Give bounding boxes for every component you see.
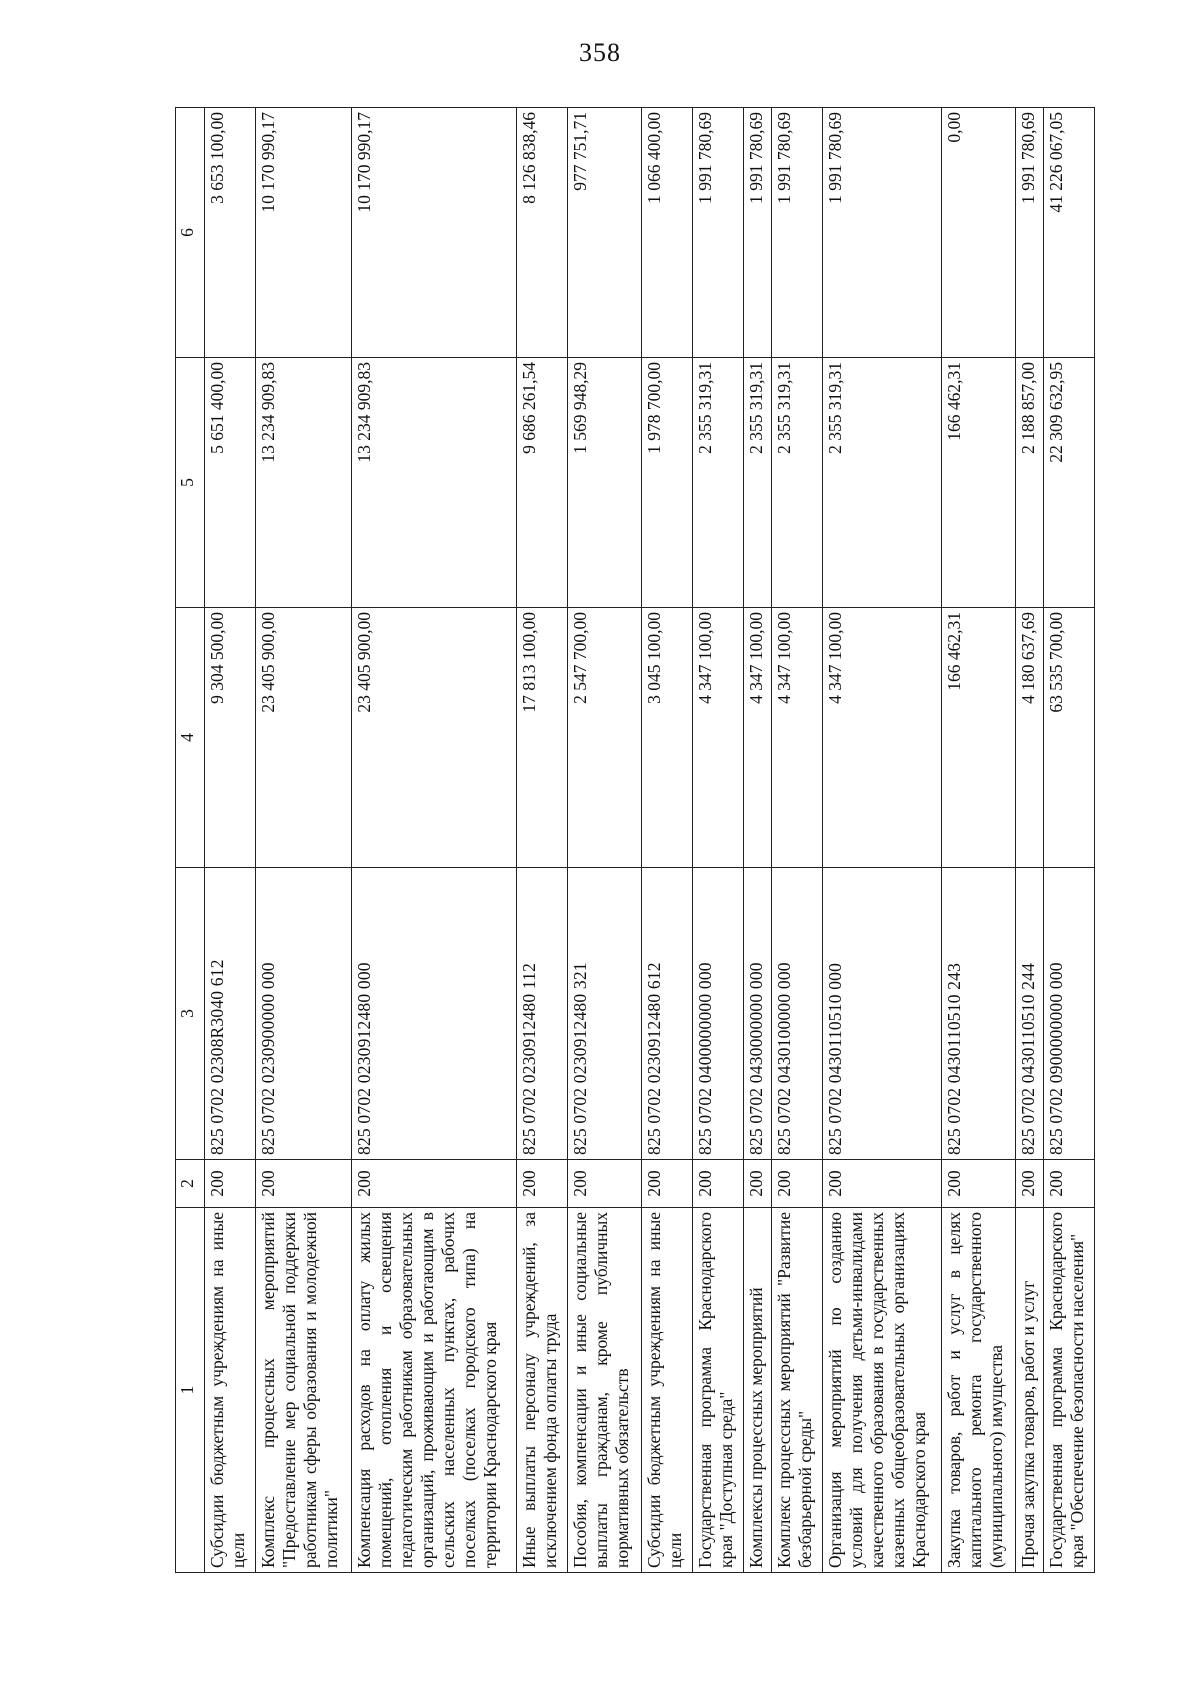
row-col4: 17 813 100,00 <box>517 608 568 868</box>
row-col6: 10 170 990,17 <box>352 108 517 358</box>
rotated-table-wrapper <box>175 108 1095 1573</box>
row-col6: 1 991 780,69 <box>692 108 743 358</box>
row-col6: 1 991 780,69 <box>771 108 822 358</box>
table-row <box>1015 108 1043 1573</box>
header-row <box>176 108 205 1573</box>
row-col2: 200 <box>771 1160 822 1208</box>
row-col5: 5 651 400,00 <box>205 358 256 608</box>
row-col6: 8 126 838,46 <box>517 108 568 358</box>
row-name: Закупка товаров, работ и услуг в целях капитального ремонта государственного (муниципального) имущества <box>942 1208 1016 1573</box>
row-col4: 4 347 100,00 <box>771 608 822 868</box>
row-code: 825 0702 0430110510 243 <box>942 868 1016 1160</box>
row-col4: 4 347 100,00 <box>822 608 941 868</box>
row-col4: 2 547 700,00 <box>568 608 642 868</box>
row-name: Субсидии бюджетным учреждениям на иные цели <box>641 1208 692 1573</box>
table-header <box>176 108 205 1573</box>
row-col2: 200 <box>692 1160 743 1208</box>
row-col2: 200 <box>1043 1160 1094 1208</box>
table-body <box>205 108 1095 1573</box>
page-number: 358 <box>579 38 621 67</box>
row-col2: 200 <box>568 1160 642 1208</box>
row-col4: 4 180 637,69 <box>1015 608 1043 868</box>
row-name: Комплекс процессных мероприятий "Предоставление мер социальной поддержки работникам сферы образования и молодежной политики" <box>255 1208 351 1573</box>
row-code: 825 0702 0230912480 321 <box>568 868 642 1160</box>
row-col2: 200 <box>1015 1160 1043 1208</box>
row-col6: 977 751,71 <box>568 108 642 358</box>
row-col6: 3 653 100,00 <box>205 108 256 358</box>
row-name: Организация мероприятий по созданию условий для получения детьми-инвалидами качественного образования в государственных казенных общеобразовательных организациях Краснодарского края <box>822 1208 941 1573</box>
table-row <box>1043 108 1094 1573</box>
row-col5: 13 234 909,83 <box>352 358 517 608</box>
row-code: 825 0702 0430110510 244 <box>1015 868 1043 1160</box>
row-col2: 200 <box>822 1160 941 1208</box>
row-name: Субсидии бюджетным учреждениям на иные цели <box>205 1208 256 1573</box>
row-col5: 13 234 909,83 <box>255 358 351 608</box>
table-row <box>942 108 1016 1573</box>
row-col5: 2 355 319,31 <box>743 358 771 608</box>
row-code: 825 0702 0230900000 000 <box>255 868 351 1160</box>
row-code: 825 0702 0900000000 000 <box>1043 868 1094 1160</box>
row-code: 825 0702 0430000000 000 <box>743 868 771 1160</box>
table-row <box>255 108 351 1573</box>
table-row <box>692 108 743 1573</box>
table-row <box>352 108 517 1573</box>
row-col5: 22 309 632,95 <box>1043 358 1094 608</box>
row-name: Государственная программа Краснодарского края "Доступная среда" <box>692 1208 743 1573</box>
header-col-4: 4 <box>176 608 205 868</box>
table-row <box>743 108 771 1573</box>
row-col6: 1 991 780,69 <box>743 108 771 358</box>
row-col6: 41 226 067,05 <box>1043 108 1094 358</box>
row-name: Компенсация расходов на оплату жилых помещений, отопления и освещения педагогическим работникам образовательных организаций, проживающим и работающим в сельских населенных пунктах, рабочих поселках (поселках городского типа) на территории Краснодарского края <box>352 1208 517 1573</box>
row-code: 825 0702 0230912480 000 <box>352 868 517 1160</box>
row-code: 825 0702 0230912480 112 <box>517 868 568 1160</box>
row-col6: 1 991 780,69 <box>1015 108 1043 358</box>
table-row <box>205 108 256 1573</box>
table-row <box>641 108 692 1573</box>
row-col5: 1 978 700,00 <box>641 358 692 608</box>
row-name: Прочая закупка товаров, работ и услуг <box>1015 1208 1043 1573</box>
row-col5: 2 355 319,31 <box>771 358 822 608</box>
row-code: 825 0702 0430100000 000 <box>771 868 822 1160</box>
row-col6: 1 066 400,00 <box>641 108 692 358</box>
row-code: 825 0702 0230912480 612 <box>641 868 692 1160</box>
row-col4: 4 347 100,00 <box>743 608 771 868</box>
row-code: 825 0702 0400000000 000 <box>692 868 743 1160</box>
row-name: Комплексы процессных мероприятий <box>743 1208 771 1573</box>
row-col2: 200 <box>352 1160 517 1208</box>
row-col4: 3 045 100,00 <box>641 608 692 868</box>
row-col4: 63 535 700,00 <box>1043 608 1094 868</box>
row-name: Комплекс процессных мероприятий "Развитие безбарьерной среды" <box>771 1208 822 1573</box>
row-col6: 0,00 <box>942 108 1016 358</box>
row-col2: 200 <box>942 1160 1016 1208</box>
row-col4: 166 462,31 <box>942 608 1016 868</box>
row-name: Государственная программа Краснодарского края "Обеспечение безопасности населения" <box>1043 1208 1094 1573</box>
row-col6: 1 991 780,69 <box>822 108 941 358</box>
row-col6: 10 170 990,17 <box>255 108 351 358</box>
row-col5: 9 686 261,54 <box>517 358 568 608</box>
table-frame <box>175 108 1095 1573</box>
row-name: Пособия, компенсации и иные социальные выплаты гражданам, кроме публичных нормативных обязательств <box>568 1208 642 1573</box>
row-col5: 2 355 319,31 <box>692 358 743 608</box>
header-col-6: 6 <box>176 108 205 358</box>
table-row <box>568 108 642 1573</box>
header-col-2: 2 <box>176 1160 205 1208</box>
row-col5: 166 462,31 <box>942 358 1016 608</box>
header-col-1: 1 <box>176 1208 205 1573</box>
table-row <box>771 108 822 1573</box>
table-row <box>517 108 568 1573</box>
row-col4: 4 347 100,00 <box>692 608 743 868</box>
header-col-3: 3 <box>176 868 205 1160</box>
row-code: 825 0702 02308R3040 612 <box>205 868 256 1160</box>
row-col2: 200 <box>743 1160 771 1208</box>
row-col5: 1 569 948,29 <box>568 358 642 608</box>
row-col2: 200 <box>205 1160 256 1208</box>
table-row <box>822 108 941 1573</box>
budget-table <box>175 107 1095 1573</box>
row-code: 825 0702 0430110510 000 <box>822 868 941 1160</box>
row-col5: 2 188 857,00 <box>1015 358 1043 608</box>
row-col5: 2 355 319,31 <box>822 358 941 608</box>
row-name: Иные выплаты персоналу учреждений, за исключением фонда оплаты труда <box>517 1208 568 1573</box>
row-col4: 9 304 500,00 <box>205 608 256 868</box>
row-col2: 200 <box>517 1160 568 1208</box>
row-col2: 200 <box>641 1160 692 1208</box>
row-col4: 23 405 900,00 <box>352 608 517 868</box>
row-col4: 23 405 900,00 <box>255 608 351 868</box>
row-col2: 200 <box>255 1160 351 1208</box>
header-col-5: 5 <box>176 358 205 608</box>
